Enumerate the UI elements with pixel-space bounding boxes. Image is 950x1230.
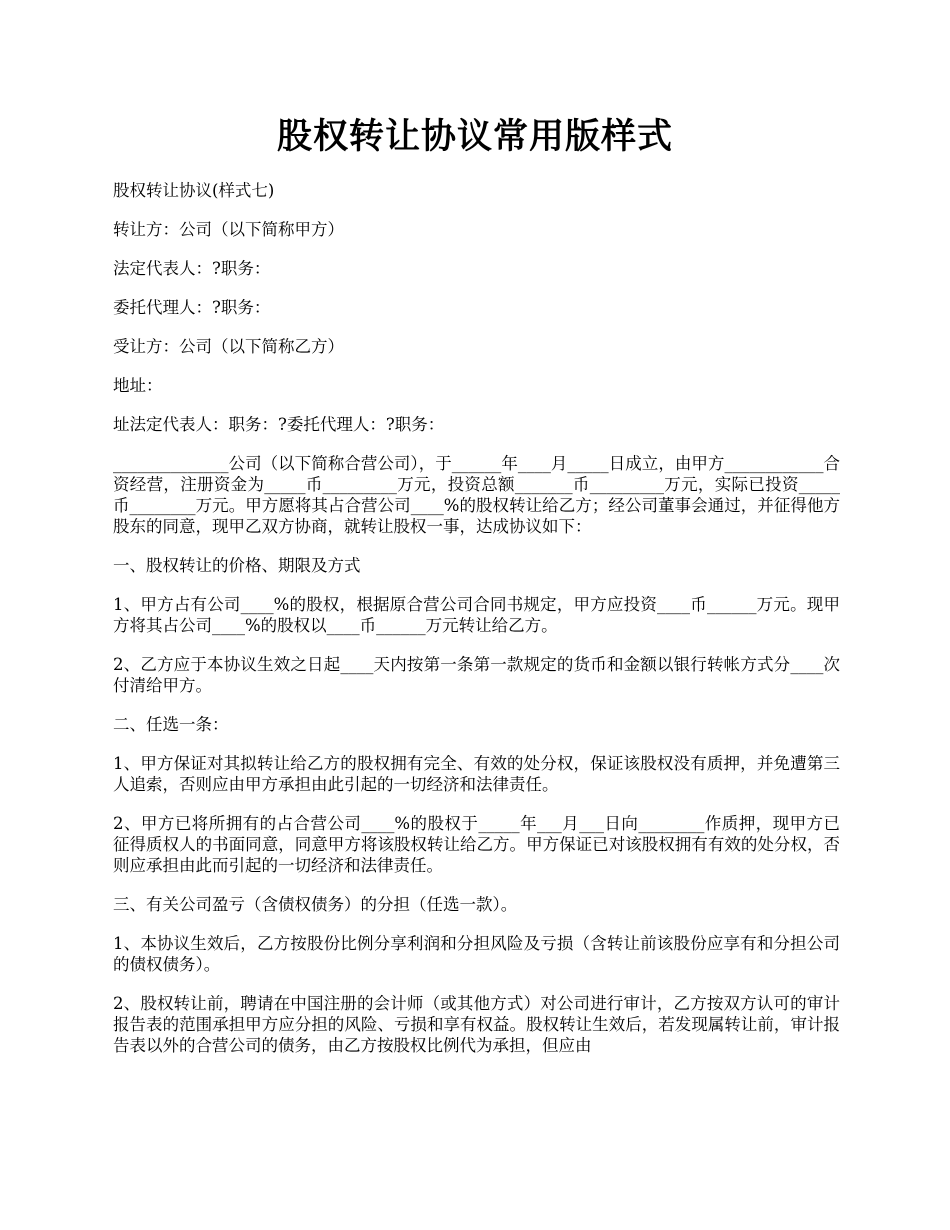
clause-2-2: 2、甲方已将所拥有的占合营公司____%的股权于_____年___月___日向________作质押，现甲方已征得质权人的书面同意，同意甲方将该股权转让给乙方。甲方保证已对该股权拥有有效的处分权，否则应承担由此而引起的一切经济和法律责任。 — [113, 814, 840, 875]
paragraph-transferee-rep: 址法定代表人：职务：?委托代理人：?职务： — [113, 415, 445, 434]
paragraph-transferee: 受让方：公司（以下简称乙方） — [113, 337, 344, 356]
section-heading-2: 二、任选一条： — [113, 715, 229, 734]
clause-1-2: 2、乙方应于本协议生效之日起____天内按第一条第一款规定的货币和金额以银行转帐方式分____次付清给甲方。 — [113, 655, 840, 695]
paragraph-subtitle: 股权转让协议(样式七) — [113, 181, 275, 200]
document-body — [113, 180, 840, 1074]
clause-3-1: 1、本协议生效后，乙方按股份比例分享利润和分担风险及亏损（含转让前该股份应享有和分担公司的债权债务）。 — [113, 934, 840, 974]
document-title: 股权转让协议常用版样式 — [276, 116, 673, 157]
paragraph-transferor: 转让方：公司（以下简称甲方） — [113, 220, 344, 239]
paragraph-address: 地址： — [113, 376, 163, 395]
section-heading-1: 一、股权转让的价格、期限及方式 — [113, 556, 361, 575]
paragraph-legal-rep: 法定代表人：?职务： — [113, 259, 271, 278]
section-heading-3: 三、有关公司盈亏（含债权债务）的分担（任选一款）。 — [113, 895, 518, 914]
clause-2-1: 1、甲方保证对其拟转让给乙方的股权拥有完全、有效的处分权，保证该股权没有质押，并免遭第三人追索，否则应由甲方承担由此引起的一切经济和法律责任。 — [113, 754, 840, 794]
clause-1-1: 1、甲方占有公司____%的股权，根据原合营公司合同书规定，甲方应投资____币______万元。现甲方将其占公司____%的股权以____币______万元转让给乙方。 — [113, 595, 840, 635]
paragraph-agent: 委托代理人：?职务： — [113, 298, 271, 317]
clause-3-2: 2、股权转让前，聘请在中国注册的会计师（或其他方式）对公司进行审计，乙方按双方认可的审计报告表的范围承担甲方应分担的风险、亏损和享有权益。股权转让生效后，若发现属转让前，审计报告表以外的合营公司的债务，由乙方按股权比例代为承担，但应由 — [113, 994, 840, 1055]
paragraph-preamble: ______________公司（以下简称合营公司），于______年____月_____日成立，由甲方____________合资经营，注册资金为_____币_________万元，投资总额_______币_________万元，实际已投资_____币________万元。甲方愿将其占合营公司____%的股权转让给乙方；经公司董事会通过，并征得他方股东的同意，现甲乙双方协商，就转让股权一事，达成协议如下： — [113, 454, 840, 536]
